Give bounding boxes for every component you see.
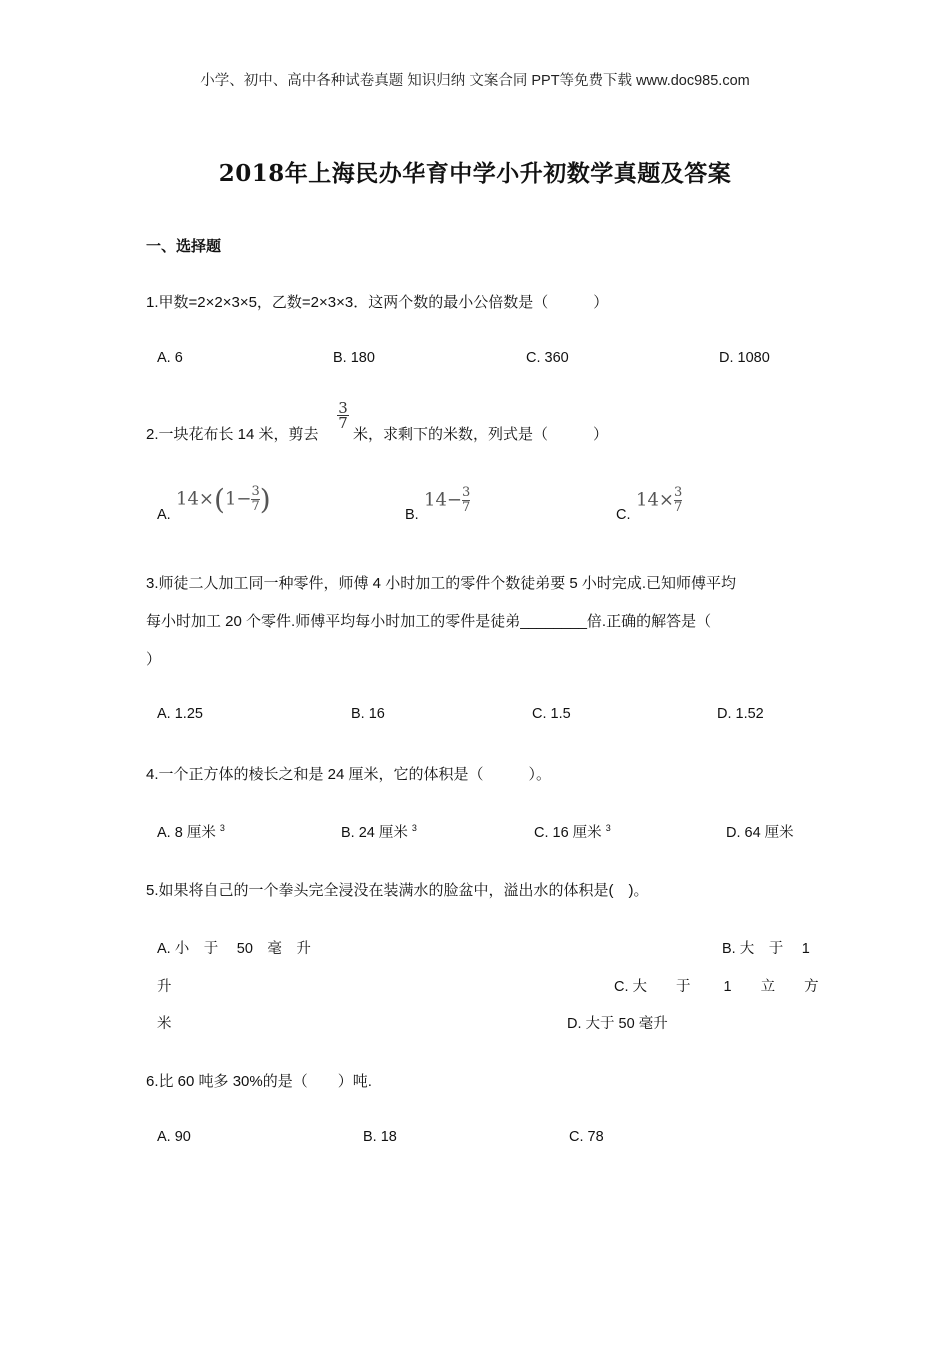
q6-option-b: B. 18 xyxy=(363,1129,397,1145)
q6-option-c: C. 78 xyxy=(569,1129,604,1145)
expr-a-den: 7 xyxy=(251,499,260,514)
fraction-denominator: 7 xyxy=(338,414,348,432)
q2-option-c-expression xyxy=(636,486,682,515)
q1-option-c: C. 360 xyxy=(526,350,569,366)
expr-c-num: 3 xyxy=(674,485,683,500)
q4-option-b-text: B. 24 厘米 xyxy=(341,825,408,841)
q2-option-c-label: C. xyxy=(616,507,631,523)
right-paren: ) xyxy=(259,483,271,516)
expr-b-left: 14− xyxy=(424,489,462,511)
q4-option-a xyxy=(157,821,225,842)
q4-option-c-text: C. 16 厘米 xyxy=(534,825,602,841)
expr-b-den: 7 xyxy=(462,500,471,515)
q2-fraction xyxy=(336,401,350,430)
section-heading: 一、选择题 xyxy=(146,238,222,255)
q5-option-b: B. 大 于 1 xyxy=(722,941,810,957)
question-5: 5.如果将自己的一个拳头完全浸没在装满水的脸盆中，溢出水的体积是( )。 xyxy=(146,882,649,899)
question-3-line-1: 3.师徒二人加工同一种零件，师傅 4 小时加工的零件个数徒弟要 5 小时完成.已知师傅平均 xyxy=(146,575,737,592)
fraction-numerator: 3 xyxy=(338,399,348,417)
expr-a-one: 1− xyxy=(224,488,252,510)
expr-b-fraction xyxy=(462,486,470,515)
q4-option-a-text: A. 8 厘米 xyxy=(157,825,216,841)
q5-option-c-continued: 米 xyxy=(157,1016,172,1032)
q2-option-b-label: B. xyxy=(405,507,419,523)
page-header: 小学、初中、高中各种试卷真题 知识归纳 文案合同 PPT等免费下载 www.doc985.com xyxy=(200,73,750,89)
q4-option-d: D. 64 厘米 xyxy=(726,825,794,841)
question-3-line-3: ） xyxy=(146,651,162,668)
question-1: 1.甲数=2×2×3×5，乙数=2×3×3．这两个数的最小公倍数是（ ） xyxy=(146,294,609,311)
q2-option-a-expression xyxy=(176,483,271,516)
q3-option-a: A. 1.25 xyxy=(157,706,203,722)
question-3-line-2: 每小时加工 20 个零件.师傅平均每小时加工的零件是徒弟________倍.正确的解答是（ xyxy=(146,613,712,630)
q6-option-a: A. 90 xyxy=(157,1129,191,1145)
q1-option-d: D. 1080 xyxy=(719,350,770,366)
question-2-part-2: 米，求剩下的米数，列式是（ ） xyxy=(353,426,609,443)
q3-option-d: D. 1.52 xyxy=(717,706,764,722)
question-2-part-1: 2.一块花布长 14 米，剪去 xyxy=(146,426,319,443)
q5-option-a: A. 小 于 50 毫 升 xyxy=(157,941,311,957)
expr-b-num: 3 xyxy=(462,485,471,500)
q5-option-b-continued: 升 xyxy=(157,979,172,995)
q5-option-c: C. 大 于 1 立 方 xyxy=(614,979,819,995)
question-6: 6.比 60 吨多 30%的是（ ）吨. xyxy=(146,1073,372,1090)
q4-option-a-sup: 3 xyxy=(219,823,225,834)
left-paren: ( xyxy=(214,483,225,516)
q1-option-a: A. 6 xyxy=(157,350,183,366)
expr-c-den: 7 xyxy=(674,500,683,515)
expr-a-left: 14× xyxy=(176,488,214,510)
q2-option-a-label: A. xyxy=(157,507,171,523)
page-title: 2018年上海民办华育中学小升初数学真题及答案 xyxy=(218,160,732,187)
question-4: 4.一个正方体的棱长之和是 24 厘米，它的体积是（ ）。 xyxy=(146,766,552,783)
expr-c-fraction xyxy=(674,486,682,515)
q4-option-b xyxy=(341,821,417,842)
expr-c-left: 14× xyxy=(636,489,674,511)
q2-option-b-expression xyxy=(424,486,470,515)
q1-option-b: B. 180 xyxy=(333,350,375,366)
q3-option-c: C. 1.5 xyxy=(532,706,571,722)
q5-option-d: D. 大于 50 毫升 xyxy=(567,1016,668,1032)
q4-option-c-sup: 3 xyxy=(605,823,611,834)
expr-a-num: 3 xyxy=(251,484,260,499)
expr-a-fraction xyxy=(251,485,259,514)
q4-option-b-sup: 3 xyxy=(411,823,417,834)
q3-option-b: B. 16 xyxy=(351,706,385,722)
q4-option-c xyxy=(534,821,611,842)
